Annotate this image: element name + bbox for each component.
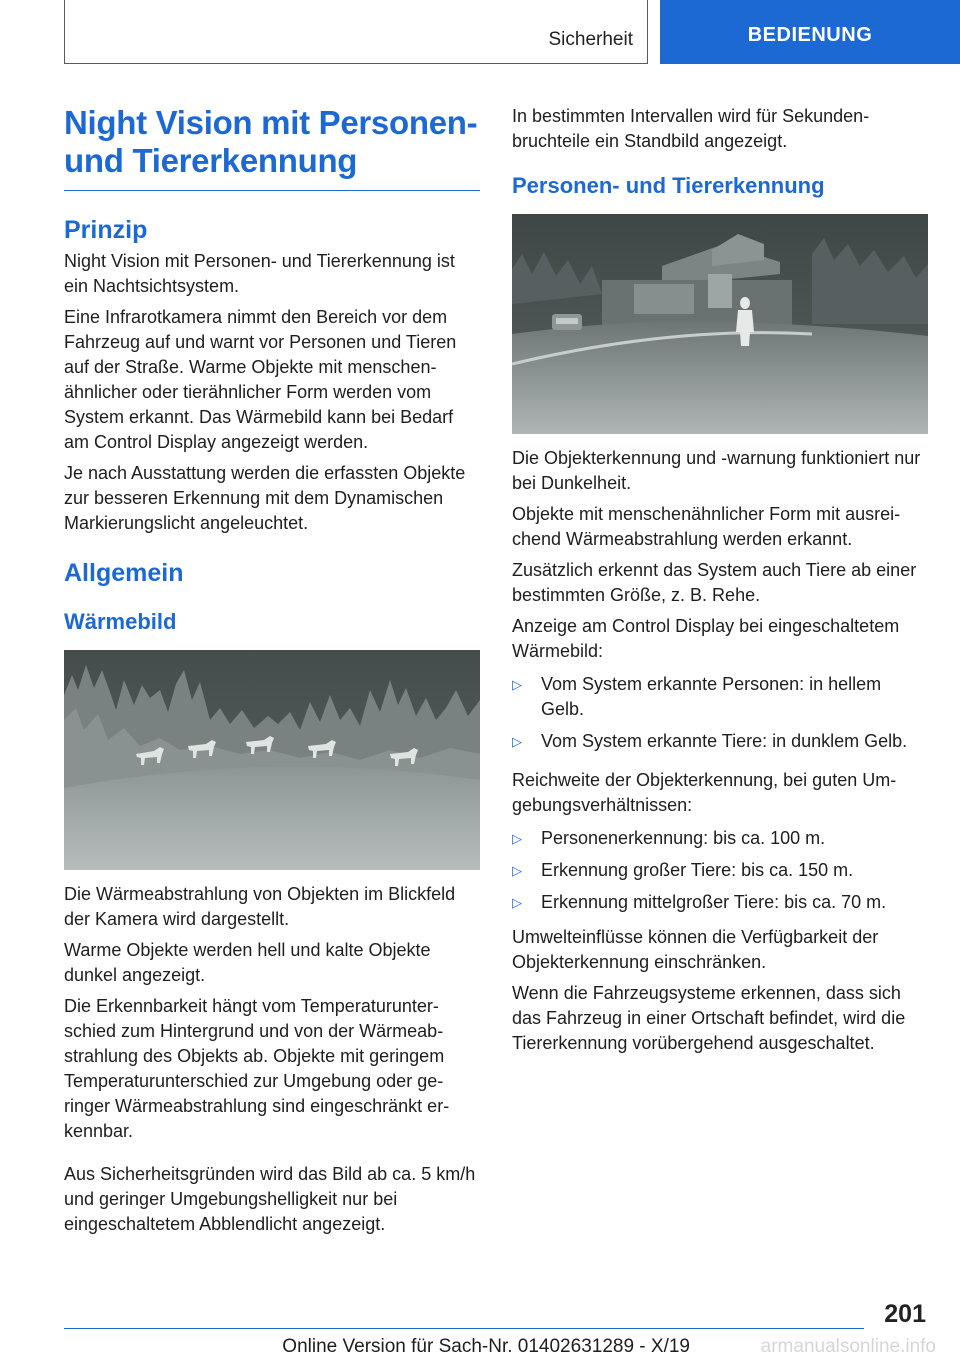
- list-item: ▷ Erkennung mittelgroßer Tiere: bis ca. 70 m.: [512, 890, 928, 915]
- thermal-image-animals: [64, 650, 480, 870]
- thermal-image-pedestrian: [512, 214, 928, 434]
- triangle-bullet-icon: ▷: [512, 831, 522, 846]
- waermebild-paragraph-3: Die Erkennbarkeit hängt vom Temperaturunterschied zum Hintergrund und von der Wärmeabstrahlung des Objekts ab. Objekte mit geringem Temperaturunterschied zur Umgebung oder geringer Wärmeabstrahlung sind eingeschränkt erkennbar.: [64, 996, 450, 1141]
- page-title: Night Vision mit Personen- und Tiererkennung: [64, 104, 480, 191]
- running-header: [64, 0, 648, 64]
- waermebild-paragraph-1: Die Wärmeabstrahlung von Objekten im Blickfeld der Kamera wird dargestellt.: [64, 884, 456, 929]
- list-item: ▷ Personenerkennung: bis ca. 100 m.: [512, 826, 928, 851]
- left-column: [64, 104, 480, 1243]
- chapter-tab: BEDIENUNG: [660, 0, 960, 64]
- display-color-list: [512, 672, 928, 754]
- list-item: ▷ Vom System erkannte Personen: in hellem Gelb.: [512, 674, 882, 719]
- standbild-paragraph: In bestimmten Intervallen wird für Sekundenbruchteile ein Standbild angezeigt.: [512, 106, 870, 151]
- reichweite-paragraph: Reichweite der Objekterkennung, bei guten Umgebungsverhältnissen:: [512, 770, 897, 815]
- prinzip-paragraph-3: Je nach Ausstattung werden die erfassten Objekte zur besseren Erkennung mit dem Dynamischen Markierungslicht angeleuchtet.: [64, 463, 466, 533]
- prinzip-paragraph-1: Night Vision mit Personen- und Tiererkennung ist ein Nachtsichtsystem.: [64, 251, 455, 296]
- waermebild-paragraph-2: Warme Objekte werden hell und kalte Objekte dunkel angezeigt.: [64, 940, 431, 985]
- triangle-bullet-icon: ▷: [512, 734, 522, 749]
- prinzip-heading: Prinzip: [64, 216, 148, 244]
- triangle-bullet-icon: ▷: [512, 895, 522, 910]
- range-list: [512, 826, 928, 915]
- page-number: 201: [884, 1300, 926, 1328]
- allgemein-heading: Allgemein: [64, 559, 184, 587]
- online-version-note: Online Version für Sach-Nr. 01402631289 - X/19: [282, 1336, 690, 1357]
- erkennung-paragraph-3: Zusätzlich erkennt das System auch Tiere ab einer bestimmten Größe, z. B. Rehe.: [512, 560, 917, 605]
- triangle-bullet-icon: ▷: [512, 863, 522, 878]
- watermark-text: armanualsonline.info: [760, 1336, 936, 1357]
- waermebild-heading: Wärmebild: [64, 609, 177, 634]
- triangle-bullet-icon: ▷: [512, 677, 522, 692]
- erkennung-paragraph-4: Anzeige am Control Display bei eingeschaltetem Wärmebild:: [512, 616, 900, 661]
- list-item: ▷ Vom System erkannte Tiere: in dunklem Gelb.: [512, 729, 928, 754]
- ortschaft-paragraph: Wenn die Fahrzeugsysteme erkennen, dass sich das Fahrzeug in einer Ortschaft befindet, wird die Tiererkennung vorübergehend ausgeschaltet.: [512, 983, 906, 1053]
- umwelt-paragraph: Umwelteinflüsse können die Verfügbarkeit der Objekterkennung einschränken.: [512, 927, 879, 972]
- erkennung-heading: Personen- und Tiererkennung: [512, 173, 825, 198]
- prinzip-paragraph-2: Eine Infrarotkamera nimmt den Bereich vor dem Fahrzeug auf und warnt vor Personen und Tieren auf der Straße. Warme Objekte mit menschenähnlicher oder tierähnlicher Form werden vom System erkannt. Das Wärmebild kann bei Bedarf am Control Display angezeigt werden.: [64, 307, 457, 452]
- header-section-title: Sicherheit: [548, 29, 633, 50]
- erkennung-paragraph-2: Objekte mit menschenähnlicher Form mit ausreichend Wärmeabstrahlung werden erkannt.: [512, 504, 901, 549]
- right-column: [512, 104, 928, 1062]
- erkennung-paragraph-1: Die Objekterkennung und -warnung funktioniert nur bei Dunkelheit.: [512, 448, 921, 493]
- waermebild-paragraph-4: Aus Sicherheitsgründen wird das Bild ab ca. 5 km/h und geringer Umgebungshelligkeit nur bei eingeschaltetem Abblendlicht angezeigt.: [64, 1164, 476, 1234]
- list-item: ▷ Erkennung großer Tiere: bis ca. 150 m.: [512, 858, 928, 883]
- footer-divider: [64, 1328, 864, 1329]
